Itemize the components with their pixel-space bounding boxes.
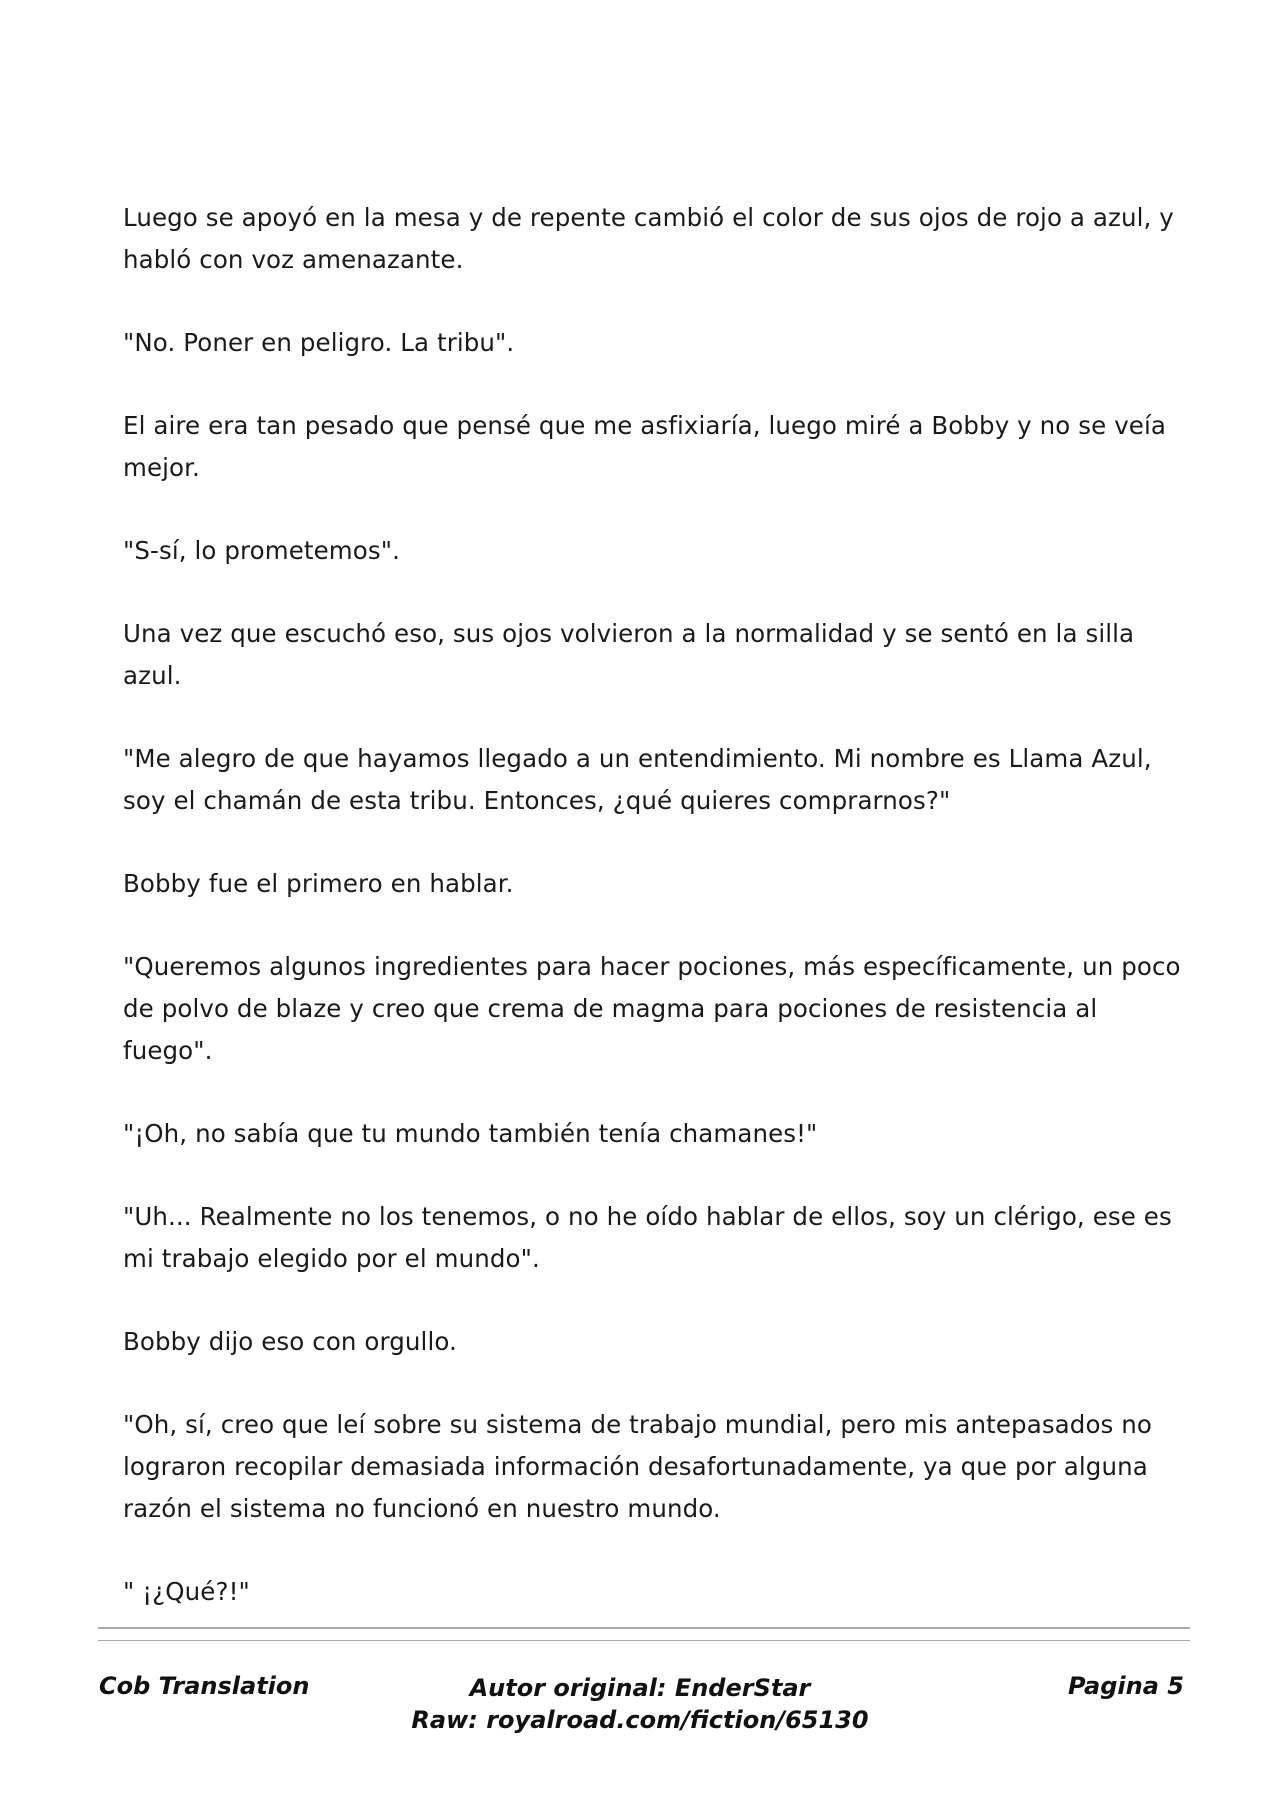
footer-author: Autor original: EnderStar: [469, 1674, 811, 1702]
paragraph: Luego se apoyó en la mesa y de repente cambió el color de sus ojos de rojo a azul, y habló con voz amenazante.: [123, 203, 1174, 274]
paragraph: "Uh... Realmente no los tenemos, o no he oído hablar de ellos, soy un clérigo, ese es mi trabajo elegido por el mundo".: [123, 1202, 1172, 1273]
paragraph: "Me alegro de que hayamos llegado a un entendimiento. Mi nombre es Llama Azul, soy el chamán de esta tribu. Entonces, ¿qué quieres comprarnos?": [123, 744, 1152, 815]
paragraph: Bobby dijo eso con orgullo.: [123, 1327, 457, 1356]
footer-divider-top: [98, 1627, 1190, 1629]
footer-page-number: Pagina 5: [1068, 1672, 1184, 1700]
paragraph: "Queremos algunos ingredientes para hacer pociones, más específicamente, un poco de polvo de blaze y creo que crema de magma para pociones de resistencia al fuego".: [123, 952, 1181, 1065]
paragraph: "S-sí, lo prometemos".: [123, 536, 400, 565]
footer-raw-source: Raw: royalroad.com/fiction/65130: [411, 1706, 869, 1734]
paragraph: "No. Poner en peligro. La tribu".: [123, 328, 515, 357]
paragraph: El aire era tan pesado que pensé que me asfixiaría, luego miré a Bobby y no se veía mejor.: [123, 411, 1166, 482]
body-text: [123, 197, 1193, 1654]
paragraph: Bobby fue el primero en hablar.: [123, 869, 514, 898]
footer-translator: Cob Translation: [99, 1672, 310, 1700]
paragraph: "¡Oh, no sabía que tu mundo también tenía chamanes!": [123, 1119, 818, 1148]
paragraph: Una vez que escuchó eso, sus ojos volvieron a la normalidad y se sentó en la silla azul.: [123, 619, 1135, 690]
footer-divider-bottom: [98, 1640, 1190, 1641]
paragraph: "Oh, sí, creo que leí sobre su sistema de trabajo mundial, pero mis antepasados no lograron recopilar demasiada información desafortunadamente, ya que por alguna razón el sistema no funcionó en nuestro mundo.: [123, 1410, 1153, 1523]
paragraph: " ¡¿Qué?!": [123, 1577, 250, 1606]
